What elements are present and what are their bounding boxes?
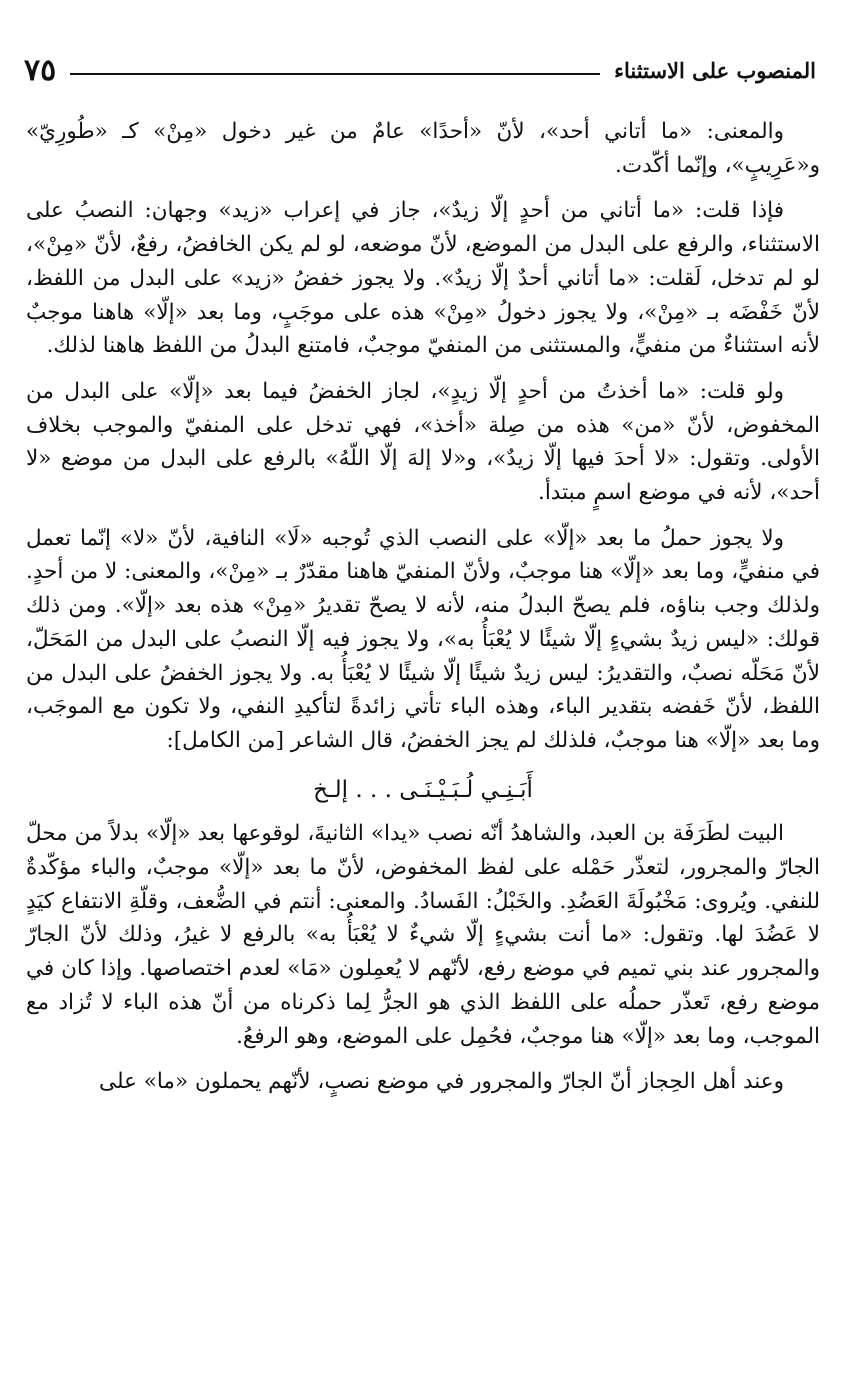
paragraph: ولا يجوز حملُ ما بعد «إلّا» على النصب الذي تُوجبه «لَا» النافية، لأنّ «لا» إنّما تعمل في منفيٍّ، وما بعد «إلّا» هنا موجبٌ، ولأنّ المنفيّ هاهنا مقدّرٌ بـ «مِنْ»، والمعنى: لا من أحدٍ. ولذلك وجب بناؤه، فلم يصحّ البدلُ منه، لأنه لا يصحّ تقديرُ «مِنْ» هذه بعد «إلّا». ومن ذلك قولك: «ليس زيدٌ بشيءٍ إلّا شيئًا لا يُعْبَأُ به»، ولا يجوز فيه إلّا النصبُ على البدل من المَحَلّ، لأنّ مَحَلّه نصبٌ، والتقديرُ: ليس زيدٌ شيئًا إلّا شيئًا لا يُعْبَأُ به. ولا يجوز الخفضُ على البدل من اللفظ، لأنّ خَفضه بتقدير الباء، وهذه الباء تأتي زائدةً لتأكيدِ النفي، ولا تكون مع الموجَب، وما بعد «إلّا» هنا موجبٌ، فلذلك لم يجز الخفضُ، قال الشاعر [من الكامل]: — [26, 525, 820, 753]
page-body — [26, 115, 820, 1099]
paragraph: والمعنى: «ما أتاني أحد»، لأنّ «أحدًا» عامٌ من غير دخول «مِنْ» كـ «طُورِيّ» و«عَرِيبٍ»، وإنّما أكّدت. — [26, 119, 820, 178]
page-number: ٧٥ — [24, 52, 57, 88]
header-rule — [70, 73, 600, 75]
paragraph: ولو قلت: «ما أخذتُ من أحدٍ إلّا زيدٍ»، لجاز الخفضُ فيما بعد «إلّا» على البدل من المخفوض، لأنّ «من» هذه من صِلة «أخذ»، فهي تدخل على المنفيّ والموجب بخلاف الأولى. وتقول: «لا أحدَ فيها إلّا زيدٌ»، و«لا إلهَ إلّا اللّهُ» بالرفع على البدل من موضع «لا أحد»، لأنه في موضع اسمٍ مبتدأ. — [26, 378, 820, 506]
paragraph: البيت لطَرَفَة بن العبد، والشاهدُ أنّه نصب «يدا» الثانيةَ، لوقوعها بعد «إلّا» بدلاً من محلّ الجارّ والمجرور، لتعذّر حَمْله على لفظ المخفوض، لأنّ ما بعد «إلّا» موجبٌ، والباء مؤكّدةٌ للنفي. ويُروى: مَخْبُولَةَ العَضُدِ. والخَبْلُ: الفَسادُ. والمعنى: أنتم في الضُّعف، وقلّةِ الانتفاع كيَدٍ لا عَضُدَ لها. وتقول: «ما أنت بشيءٍ إلّا شيءٌ لا يُعْبَأُ به» بالرفع لا غيرُ، وذلك لأنّ الجارّ والمجرور عند بني تميم في موضع رفع، لأنّهم لا يُعمِلون «مَا» لعدم اختصاصها. وإذا كان في موضع رفع، تَعذّر حملُه على اللفظ الذي هو الجرُّ لِما ذكرناه من أنّ هذه الباء لا تُزاد مع الموجب، وما بعد «إلّا» هنا موجبٌ، فحُمِل على الموضع، وهو الرفعُ. — [26, 821, 820, 1049]
chapter-title: المنصوب على الاستثناء — [614, 57, 816, 83]
running-header — [24, 50, 816, 90]
verse-line: أَبَـنِـي لُـبَـيْـنَـى . . . إلـخ — [313, 776, 533, 803]
paragraph: فإذا قلت: «ما أتاني من أحدٍ إلّا زيدٌ»، جاز في إعراب «زيد» وجهان: النصبُ على الاستثناء، والرفع على البدل من الموضع، لأنّ موضعه، لو لم يكن الخافضُ، رفعٌ، لأنّ «مِنْ»، لو لم تدخل، لَقلت: «ما أتاني أحدٌ إلّا زيدٌ». ولا يجوز خفضُ «زيد» على البدل من اللفظ، لأنّ خَفْضَه بـ «مِنْ»، ولا يجوز دخولُ «مِنْ» هذه على موجَبٍ، وما بعد «إلّا» هاهنا موجبٌ لأنه استثناءٌ من منفيٍّ، والمستثنى من المنفيّ موجبٌ، فامتنع البدلُ من اللفظ هاهنا لذلك. — [26, 198, 820, 359]
paragraph: وعند أهل الحِجاز أنّ الجارّ والمجرور في موضع نصبٍ، لأنّهم يحملون «ما» على — [99, 1069, 784, 1095]
